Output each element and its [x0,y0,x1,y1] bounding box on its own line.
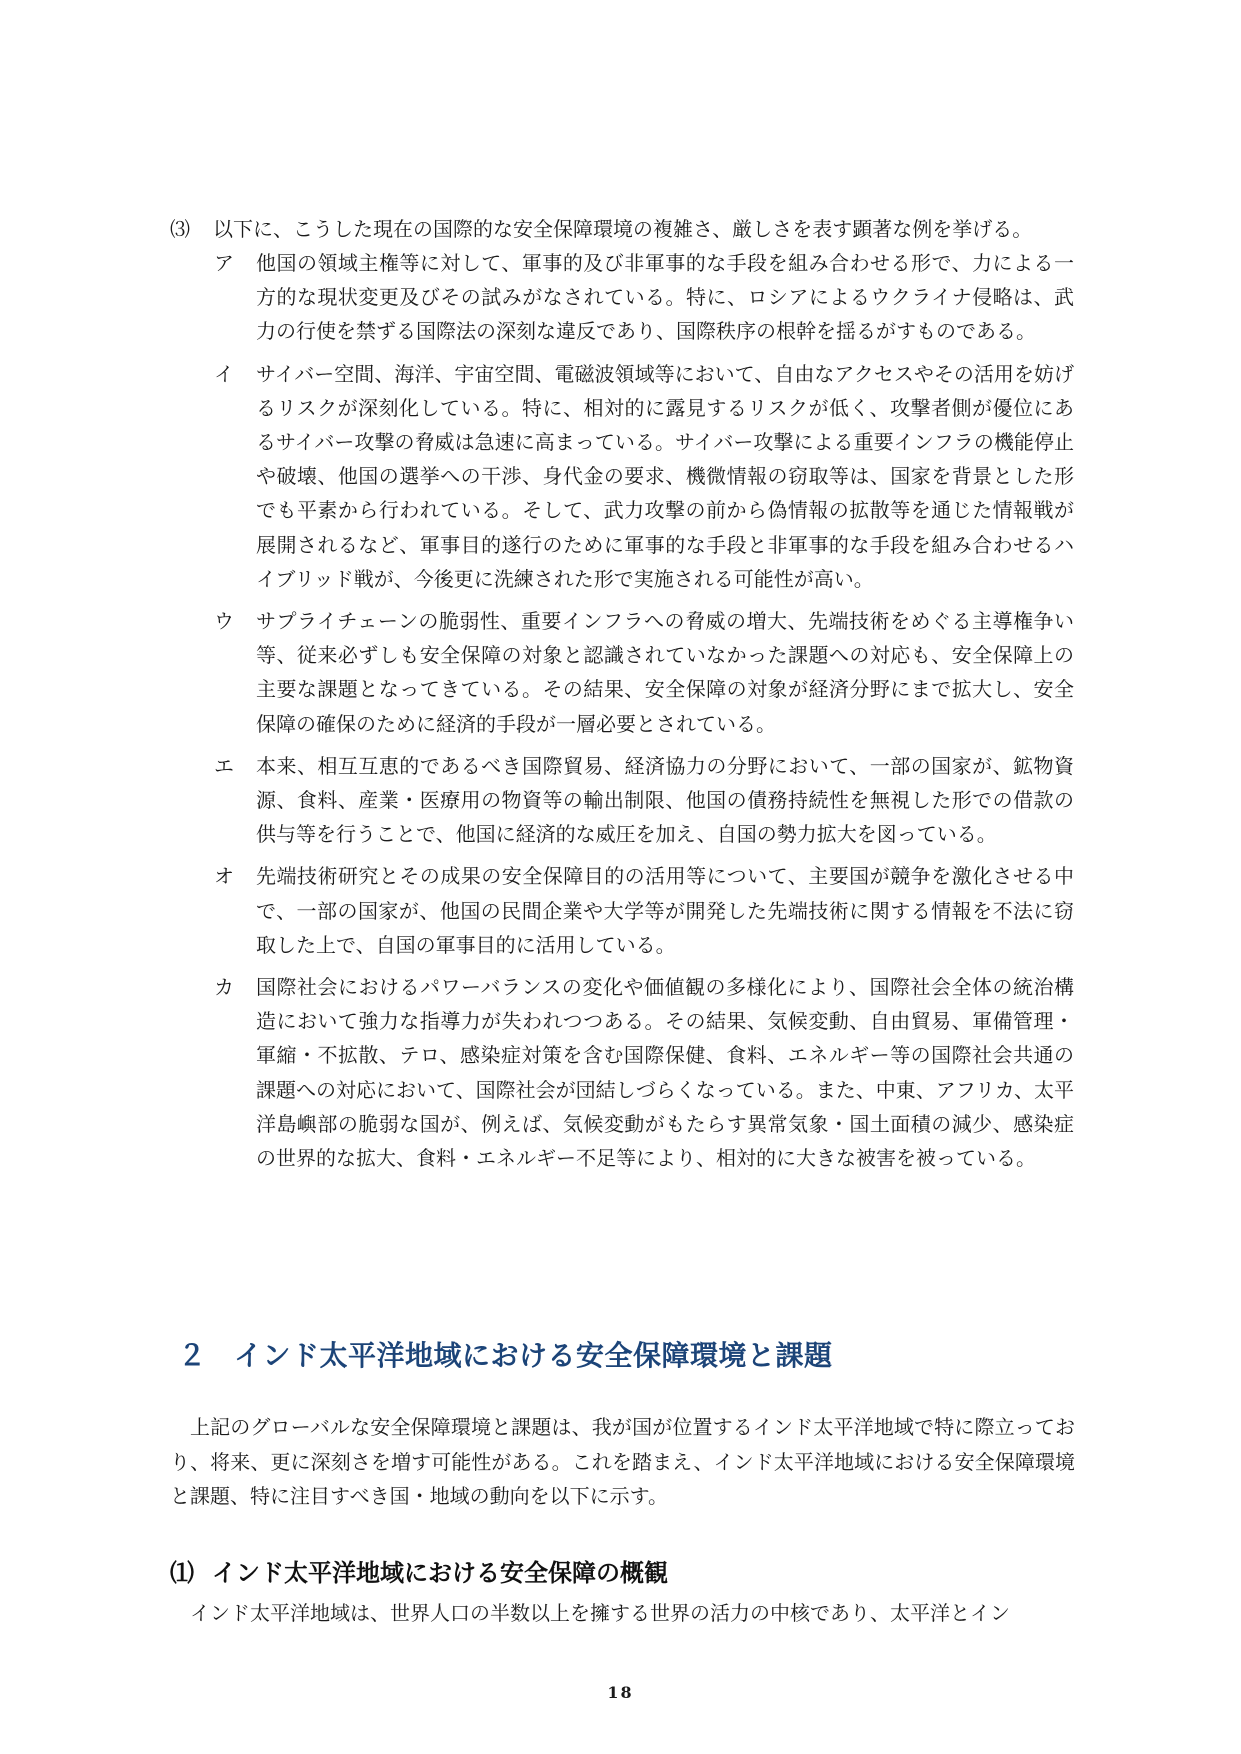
list-item [214,357,1074,596]
item-text: サイバー空間、海洋、宇宙空間、電磁波領域等において、自由なアクセスやその活用を妨げるリスクが深刻化している。特に、相対的に露見するリスクが低く、攻撃者側が優位にあるサイバー攻撃の脅威は急速に高まっている。サイバー攻撃による重要インフラの機能停止や破壊、他国の選挙への干渉、身代金の要求、機微情報の窃取等は、国家を背景とした形でも平素から行われている。そして、武力攻撃の前から偽情報の拡散等を通じた情報戦が展開されるなど、軍事目的遂行のために軍事的な手段と非軍事的な手段を組み合わせるハイブリッド戦が、今後更に洗練された形で実施される可能性が高い。 [256,361,1074,591]
list-item [214,970,1074,1175]
item-marker: エ [214,753,234,778]
item-list [214,246,1074,1183]
subsection-number: ⑴ [170,1558,194,1587]
list-item [214,859,1074,962]
subsection-paragraph: インド太平洋地域は、世界人口の半数以上を擁する世界の活力の中核であり、太平洋とイン [190,1601,1010,1625]
lead-text: 以下に、こうした現在の国際的な安全保障環境の複雑さ、厳しさを表す顕著な例を挙げる。 [213,217,1033,241]
subsection-title-text: インド太平洋地域における安全保障の概観 [212,1558,668,1587]
item-text: 本来、相互互恵的であるべき国際貿易、経済協力の分野において、一部の国家が、鉱物資源、食料、産業・医療用の物資等の輸出制限、他国の債務持続性を無視した形での借款の供与等を行うことで、他国に経済的な威圧を加え、自国の勢力拡大を図っている。 [256,753,1074,847]
page-number: 18 [607,1683,634,1702]
lead-number: ⑶ [170,217,190,241]
list-item [214,604,1074,741]
section-number: ２ [178,1339,207,1372]
item-text: 国際社会におけるパワーバランスの変化や価値観の多様化により、国際社会全体の統治構造において強力な指導力が失われつつある。その結果、気候変動、自由貿易、軍備管理・軍縮・不拡散、テロ、感染症対策を含む国際保健、食料、エネルギー等の国際社会共通の課題への対応において、国際社会が団結しづらくなっている。また、中東、アフリカ、太平洋島嶼部の脆弱な国が、例えば、気候変動がもたらす異常気象・国土面積の減少、感染症の世界的な拡大、食料・エネルギー不足等により、相対的に大きな被害を被っている。 [256,975,1074,1171]
item-marker: イ [214,361,234,386]
list-item [214,246,1074,349]
item-marker: オ [214,864,234,889]
item-text: 先端技術研究とその成果の安全保障目的の活用等について、主要国が競争を激化させる中で、一部の国家が、他国の民間企業や大学等が開発した先端技術に関する情報を不法に窃取した上で、自国の軍事目的に活用している。 [256,864,1074,957]
item-text: サプライチェーンの脆弱性、重要インフラへの脅威の増大、先端技術をめぐる主導権争い等、従来必ずしも安全保障の対象と認識されていなかった課題への対応も、安全保障上の主要な課題となってきている。その結果、安全保障の対象が経済分野にまで拡大し、安全保障の確保のために経済的手段が一層必要とされている。 [256,609,1074,736]
item-marker: ウ [214,609,234,634]
item-text: 他国の領域主権等に対して、軍事的及び非軍事的な手段を組み合わせる形で、力による一方的な現状変更及びその試みがなされている。特に、ロシアによるウクライナ侵略は、武力の行使を禁ずる国際法の深刻な違反であり、国際秩序の根幹を揺るがすものである。 [256,251,1074,344]
item-marker: カ [214,975,234,1000]
lead-paragraph [170,212,1075,246]
section-title-text: インド太平洋地域における安全保障環境と課題 [234,1339,833,1372]
item-marker: ア [214,251,234,275]
section-heading [178,1334,833,1374]
section-intro-paragraph: 上記のグローバルな安全保障環境と課題は、我が国が位置するインド太平洋地域で特に際立っており、将来、更に深刻さを増す可能性がある。これを踏まえ、インド太平洋地域における安全保障環境と課題、特に注目すべき国・地域の動向を以下に示す。 [170,1415,1075,1508]
list-item [214,749,1074,852]
subsection-heading [170,1553,668,1588]
